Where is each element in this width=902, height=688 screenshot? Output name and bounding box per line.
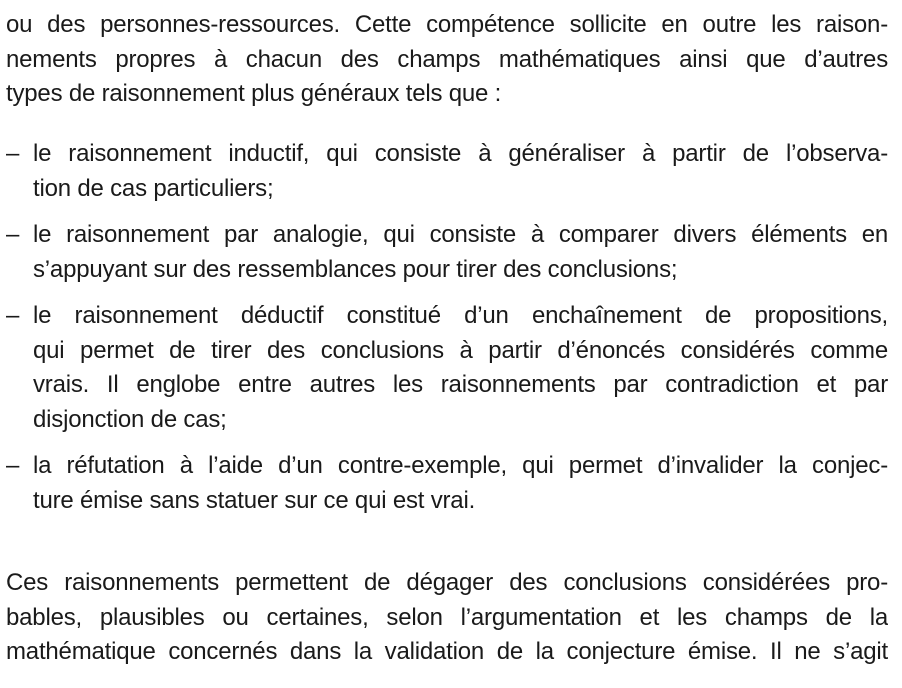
bullet-dash: – (6, 302, 20, 329)
outro-line: Ces raisonnements permettent de dégager des conclusions considérées pro- (6, 569, 888, 596)
list-item (6, 299, 888, 437)
list-item (6, 449, 888, 518)
list-item-line: la réfutation à l’aide d’un contre-exemple, qui permet d’invalider la conjec- (33, 452, 888, 479)
list-item-line: tion de cas particuliers; (33, 174, 274, 202)
reasoning-types-list (6, 137, 888, 530)
list-item-line: disjonction de cas; (33, 405, 227, 433)
intro-line: types de raisonnement plus généraux tels que : (6, 80, 502, 107)
document-page (6, 0, 888, 688)
list-item-line: le raisonnement inductif, qui consiste à généraliser à partir de l’observa- (33, 140, 888, 167)
list-item-line: vrais. Il englobe entre autres les raisonnements par contradiction et par (33, 371, 888, 398)
bullet-dash: – (6, 221, 20, 248)
list-item (6, 137, 888, 206)
intro-line: ou des personnes-ressources. Cette compétence sollicite en outre les raison- (6, 11, 888, 38)
outro-line: bables, plausibles ou certaines, selon l’argumentation et les champs de la (6, 603, 888, 631)
bullet-dash: – (6, 140, 20, 167)
outro-line: mathématique concernés dans la validation de la conjecture émise. Il ne s’agit (6, 638, 888, 665)
list-item-line: s’appuyant sur des ressemblances pour tirer des conclusions; (33, 255, 678, 283)
bullet-dash: – (6, 452, 20, 479)
list-item-line: qui permet de tirer des conclusions à partir d’énoncés considérés comme (33, 336, 888, 364)
list-item-line: le raisonnement par analogie, qui consiste à comparer divers éléments en (33, 221, 888, 248)
list-item-line: ture émise sans statuer sur ce qui est vrai. (33, 486, 476, 514)
list-item-line: le raisonnement déductif constitué d’un enchaînement de propositions, (33, 302, 888, 329)
outro-paragraph (6, 566, 888, 670)
list-item (6, 218, 888, 287)
intro-paragraph (6, 8, 888, 112)
intro-line: nements propres à chacun des champs mathématiques ainsi que d’autres (6, 45, 888, 73)
